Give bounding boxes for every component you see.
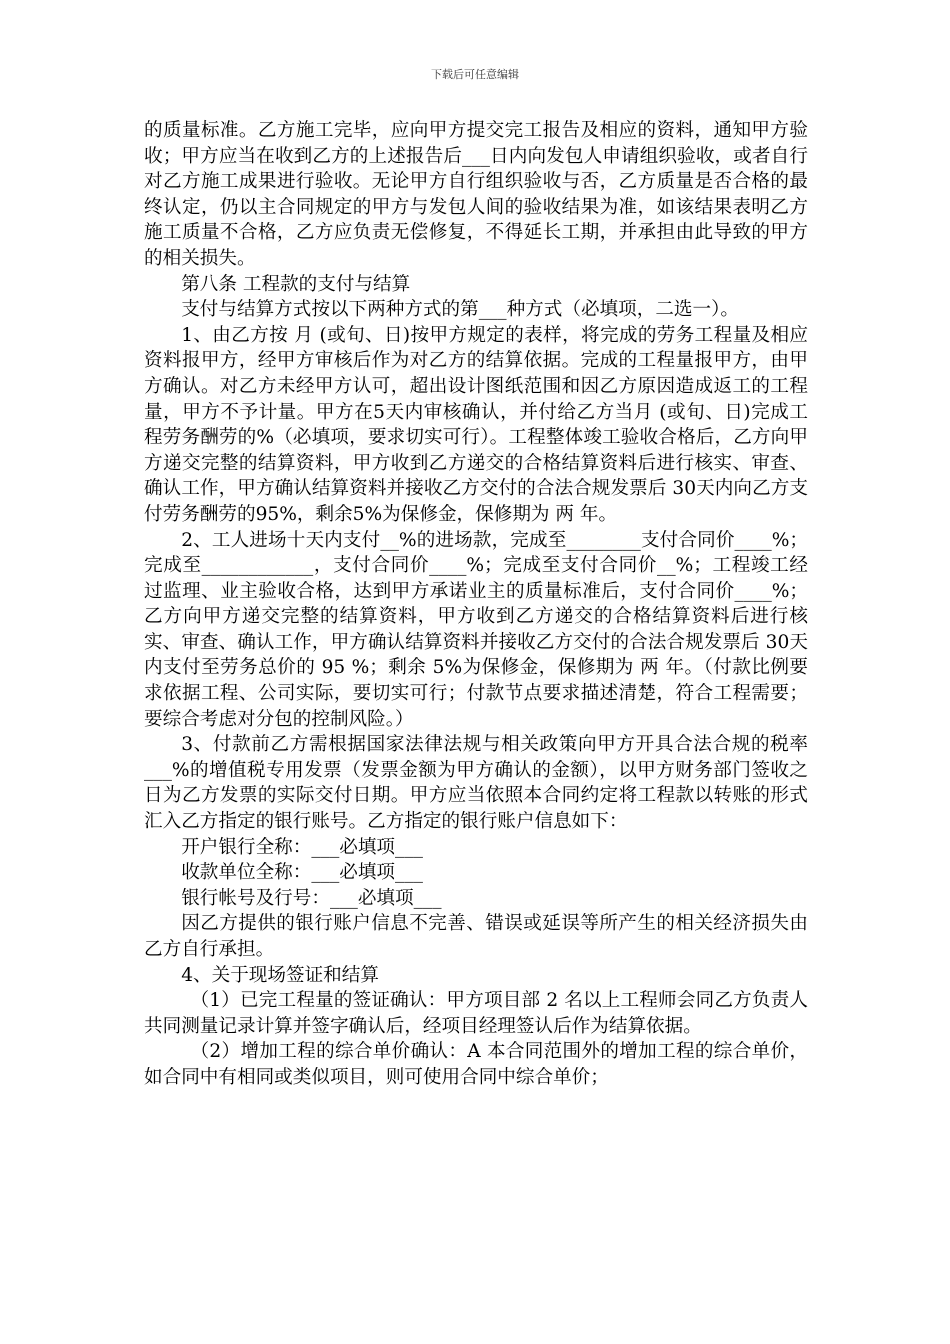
paragraph-invoice-requirements: 3、付款前乙方需根据国家法律法规与相关政策向甲方开具合法合规的税率___%的增值税专用发票（发票金额为甲方确认的金额），以甲方财务部门签收之日为乙方发票的实际交付日期。甲方应当依照本合同约定将工程款以转账的形式汇入乙方指定的银行账号。乙方指定的银行账户信息如下： bbox=[144, 734, 808, 833]
paragraph-bank-info-liability: 因乙方提供的银行账户信息不完善、错误或延误等所产生的相关经济损失由乙方自行承担。 bbox=[144, 913, 808, 960]
paragraph-payment-option-1: 1、由乙方按 月 (或旬、日)按甲方规定的表样，将完成的劳务工程量及相应资料报甲方，经甲方审核后作为对乙方的结算依据。完成的工程量报甲方，由甲方确认。对乙方未经甲方认可，超出设计图纸范围和因乙方原因造成返工的工程量，甲方不予计量。甲方在5天内审核确认，并付给乙方当月 (或旬、日)完成工程劳务酬劳的%（必填项，要求切实可行）。工程整体竣工验收合格后，乙方向甲方递交完整的结算资料，甲方收到乙方递交的合格结算资料后进行核实、审查、确认工作，甲方确认结算资料并接收乙方交付的合法合规发票后 30天内向乙方支付劳务酬劳的95%，剩余5%为保修金，保修期为 两 年。 bbox=[144, 324, 808, 525]
bank-name-line: 开户银行全称：___必填项___ bbox=[181, 836, 423, 858]
document-body bbox=[144, 118, 808, 1091]
account-number-line: 银行帐号及行号：___必填项___ bbox=[181, 887, 442, 909]
paragraph-quantity-confirmation: （1）已完工程量的签证确认：甲方项目部 2 名以上工程师会同乙方负责人共同测量记录计算并签字确认后，经项目经理签认后作为结算依据。 bbox=[144, 990, 808, 1037]
paragraph-payment-option-2: 2、工人进场十天内支付__%的进场款，完成至________支付合同价____%；完成至____________，支付合同价____%；完成至支付合同价__%；工程竣工经过监理、业主验收合格，达到甲方承诺业主的质量标准后，支付合同价____%；乙方向甲方递交完整的结算资料，甲方收到乙方递交的合格结算资料后进行核实、审查、确认工作，甲方确认结算资料并接收乙方交付的合法合规发票后 30天内支付至劳务总价的 95 %；剩余 5%为保修金，保修期为 两 年。（付款比例要求依据工程、公司实际，要切实可行；付款节点要求描述清楚，符合工程需要；要综合考虑对分包的控制风险。） bbox=[144, 529, 808, 730]
paragraph-payment-method: 支付与结算方式按以下两种方式的第___种方式（必填项，二选一）。 bbox=[181, 299, 739, 321]
page-header: 下载后可任意编辑 bbox=[431, 68, 519, 81]
paragraph-unit-price-confirmation: （2）增加工程的综合单价确认：A 本合同范围外的增加工程的综合单价，如合同中有相同或类似项目，则可使用合同中综合单价； bbox=[144, 1041, 808, 1088]
article-8-heading: 第八条 工程款的支付与结算 bbox=[181, 273, 411, 295]
section-4-heading: 4、关于现场签证和结算 bbox=[181, 964, 379, 986]
paragraph-quality-acceptance: 的质量标准。乙方施工完毕，应向甲方提交完工报告及相应的资料，通知甲方验收；甲方应当在收到乙方的上述报告后___日内向发包人申请组织验收，或者自行对乙方施工成果进行验收。无论甲方自行组织验收与否，乙方质量是否合格的最终认定，仍以主合同规定的甲方与发包人间的验收结果为准，如该结果表明乙方施工质量不合格，乙方应负责无偿修复，不得延长工期，并承担由此导致的甲方的相关损失。 bbox=[144, 120, 808, 269]
payee-name-line: 收款单位全称：___必填项___ bbox=[181, 862, 423, 884]
